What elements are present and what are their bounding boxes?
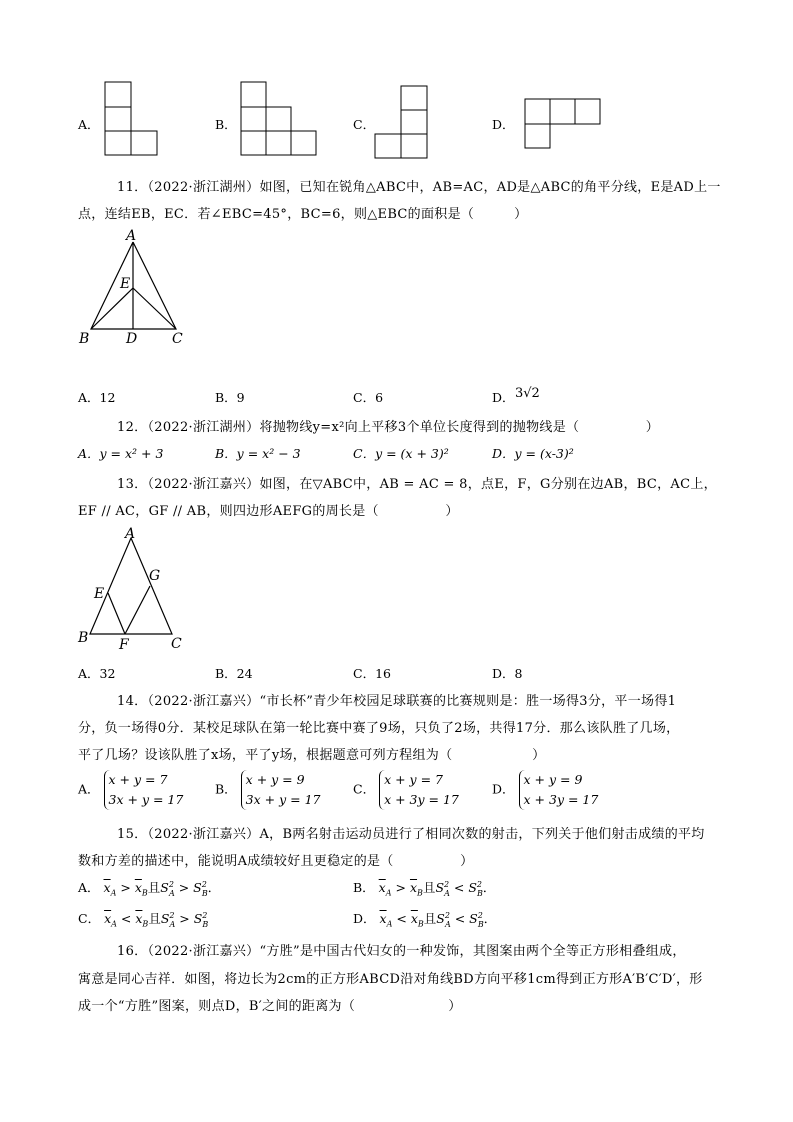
q15-option-d-and: 且: [423, 911, 437, 926]
q14-option-c-eq2: x + 3y = 17: [384, 792, 459, 807]
q14-option-d-label: D．: [492, 781, 515, 797]
q15-option-b-cmp1: >: [395, 880, 406, 895]
q11-option-d: D．: [492, 390, 515, 405]
q13-option-c: C．16: [353, 666, 391, 681]
q15-option-d: D． $\overline{x}_A < \overline{x}_B$且$S^2_A < S^2_B$．: [353, 910, 497, 929]
q15-option-c-variance: $S^2_A > S^2_B$: [160, 910, 209, 929]
q14-option-b-system: [241, 770, 321, 810]
q10-option-c-figure: [375, 86, 435, 166]
q11-label-a: A: [126, 228, 137, 244]
q15-text-line1: 15．（2022·浙江嘉兴）A，B两名射击运动员进行了相同次数的射击，下列关于他们射击成绩的平均: [117, 827, 705, 842]
q15-option-d-mean: $\overline{x}_A < \overline{x}_B$: [379, 911, 424, 929]
q11-text-line2: 点，连结EB，EC．若∠EBC=45°，BC=6，则△EBC的面积是（ ）: [78, 207, 528, 222]
q15-option-c-cmp1: <: [120, 911, 132, 926]
q11-label-c: C: [172, 331, 183, 347]
q11-label-b: B: [79, 331, 90, 347]
q11-option-b: B．9: [215, 390, 245, 405]
q13-text-line1: 13．（2022·浙江嘉兴）如图，在▽ABC中，AB = AC = 8，点E，F，G分别在边AB，BC，AC上，: [117, 477, 717, 492]
q11-option-c: C．6: [353, 390, 384, 405]
q16-text-line1: 16．（2022·浙江嘉兴）“方胜”是中国古代妇女的一种发饰，其图案由两个全等正方形相叠组成，: [117, 944, 686, 959]
q14-option-c-system: [379, 770, 459, 810]
q12-option-a: A．y = x² + 3: [78, 446, 164, 461]
q15-option-a-and: 且: [147, 880, 161, 895]
q14-option-a-system: [104, 770, 184, 810]
q13-label-g: G: [149, 568, 161, 584]
q14-option-d: [492, 770, 598, 810]
q14-option-c-label: C．: [353, 781, 376, 797]
q15-option-b: B． $\overline{x}_A > \overline{x}_B$且$S^2_A < S^2_B$．: [353, 879, 496, 898]
q13-label-a: A: [125, 526, 136, 542]
q14-option-d-eq2: x + 3y = 17: [523, 792, 599, 807]
q15-option-b-and: 且: [422, 880, 436, 895]
q14-option-a-eq1: x + y = 7: [108, 772, 168, 787]
q10-option-b-figure: [241, 82, 321, 162]
q10-option-d-label: D．: [492, 117, 515, 132]
q15-option-b-variance: $S^2_A < S^2_B$: [435, 879, 483, 898]
q13-option-b: B．24: [215, 666, 253, 681]
q15-option-a-variance: $S^2_A > S^2_B$: [160, 879, 208, 898]
q10-option-d-figure: [525, 99, 605, 154]
q13-option-d: D．8: [492, 666, 523, 681]
q15-option-d-cmp1: <: [396, 911, 407, 926]
q13-label-b: B: [78, 630, 89, 646]
q15-option-a: A． $\overline{x}_A > \overline{x}_B$且$S^2_A > S^2_B$．: [78, 879, 221, 898]
q14-option-c-eq1: x + y = 7: [384, 772, 443, 787]
q16-text-line2: 寓意是同心吉祥．如图，将边长为2cm的正方形ABCD沿对角线BD方向平移1cm得到正方形A′B′C′D′，形: [78, 972, 703, 987]
q15-option-c-mean: $\overline{x}_A < \overline{x}_B$: [104, 911, 149, 929]
q13-label-e: E: [94, 586, 105, 602]
q14-option-d-system: [519, 770, 599, 810]
q11-option-d-math: 3√2: [515, 386, 540, 401]
q15-option-c: [78, 909, 208, 929]
q15-option-a-mean: $\overline{x}_A > \overline{x}_B$: [103, 880, 148, 898]
q15-option-d-cmp2: <: [454, 911, 466, 926]
q12-option-c: C．y = (x + 3)²: [353, 446, 449, 461]
q13-option-a: A．32: [78, 666, 116, 681]
q15-option-c-cmp2: >: [179, 911, 190, 926]
q14-option-a-label: A．: [78, 781, 100, 797]
q11-label-d: D: [126, 331, 138, 347]
q15-option-c-label: C．: [78, 911, 101, 926]
q14-option-b: [215, 770, 320, 810]
q14-option-a-eq2: 3x + y = 17: [108, 792, 184, 807]
q14-option-b-label: B．: [215, 781, 237, 797]
q15-option-a-cmp2: >: [178, 880, 190, 895]
q15-text-line2: 数和方差的描述中，能说明A成绩较好且更稳定的是（ ）: [78, 854, 474, 869]
q14-text-line1: 14．（2022·浙江嘉兴）“市长杯”青少年校园足球联赛的比赛规则是：胜一场得3分，平一场得1: [117, 694, 677, 709]
q10-option-b-label: B．: [215, 117, 237, 132]
q10-option-c-label: C．: [353, 117, 376, 132]
q14-text-line3: 平了几场？设该队胜了x场，平了y场，根据题意可列方程组为（ ）: [78, 748, 546, 763]
q15-option-a-cmp1: >: [120, 880, 131, 895]
q15-option-a-label: A．: [78, 880, 100, 895]
q15-option-b-label: B．: [353, 880, 375, 895]
q10-option-a-label: A．: [78, 117, 100, 132]
q15-option-d-variance: $S^2_A < S^2_B$: [436, 910, 484, 929]
q11-option-a: A．12: [78, 390, 116, 405]
q12-text: 12．（2022·浙江湖州）将抛物线y=x²向上平移3个单位长度得到的抛物线是（ ）: [117, 420, 660, 435]
q12-option-d: D．y = (x-3)²: [492, 446, 574, 461]
q12-option-b: B．y = x² − 3: [215, 446, 301, 461]
q15-option-b-mean: $\overline{x}_A > \overline{x}_B$: [378, 880, 423, 898]
q15-option-c-and: 且: [148, 911, 161, 926]
q14-text-line2: 分，负一场得0分．某校足球队在第一轮比赛中赛了9场，只负了2场，共得17分．那么该队胜了几场，: [78, 721, 680, 736]
q11-label-e: E: [120, 276, 131, 292]
q13-text-line2: EF // AC，GF // AB，则四边形AEFG的周长是（ ）: [78, 504, 459, 519]
q14-option-b-eq1: x + y = 9: [245, 772, 305, 787]
q15-option-d-label: D．: [353, 911, 376, 926]
q14-option-a: [78, 770, 183, 810]
q13-label-f: F: [119, 637, 129, 653]
q10-option-a-figure: [105, 82, 165, 162]
q16-text-line3: 成一个“方胜”图案，则点D，B′之间的距离为（ ）: [78, 999, 462, 1014]
q14-option-d-eq1: x + y = 9: [523, 772, 583, 787]
q14-option-b-eq2: 3x + y = 17: [245, 792, 321, 807]
q11-text-line1: 11．（2022·浙江湖州）如图，已知在锐角△ABC中，AB=AC，AD是△ABC的角平分线，E是AD上一: [117, 180, 721, 195]
q14-option-c: [353, 770, 459, 810]
q13-label-c: C: [171, 636, 182, 652]
q15-option-b-cmp2: <: [453, 880, 465, 895]
